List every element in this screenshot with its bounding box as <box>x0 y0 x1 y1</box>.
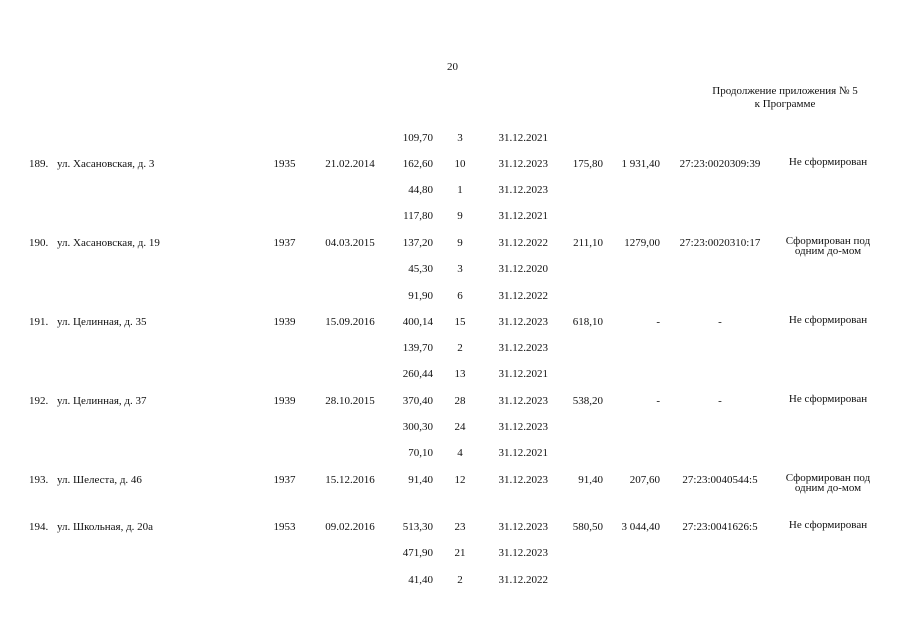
cell-survey-date: 28.10.2015 <box>325 395 375 407</box>
cell-row-number: 191. <box>29 316 49 328</box>
cell-area: 91,40 <box>408 474 433 486</box>
cell-resettlement-term: 31.12.2023 <box>498 395 548 407</box>
cell-cadastral-number: 27:23:0020310:17 <box>679 237 761 249</box>
cell-area: 117,80 <box>403 210 433 222</box>
cell-residents-count: 2 <box>457 342 463 354</box>
table-row <box>0 472 905 494</box>
cell-resettlement-term: 31.12.2023 <box>498 474 548 486</box>
table-row <box>0 132 905 146</box>
cell-land-status: Сформирован под одним до-мом <box>785 235 871 257</box>
table-row <box>0 290 905 304</box>
table-row <box>0 368 905 382</box>
cell-resettlement-term: 31.12.2022 <box>498 574 548 586</box>
table-row <box>0 158 905 172</box>
cell-residents-count: 21 <box>454 547 466 559</box>
cell-resettlement-term: 31.12.2022 <box>498 237 548 249</box>
cell-cadastral-number: - <box>718 316 722 328</box>
table-row <box>0 210 905 224</box>
cell-resettlement-term: 31.12.2023 <box>498 521 548 533</box>
cell-cadastral-number: 27:23:0040544:5 <box>682 474 758 486</box>
cell-address: ул. Шелеста, д. 46 <box>57 474 142 486</box>
cell-total-area: 580,50 <box>572 521 603 533</box>
cell-resettlement-term: 31.12.2021 <box>498 368 548 380</box>
cell-address: ул. Целинная, д. 37 <box>57 395 147 407</box>
cell-residents-count: 9 <box>457 237 463 249</box>
cell-total-area: 618,10 <box>572 316 603 328</box>
cell-area: 44,80 <box>408 184 433 196</box>
table-row <box>0 547 905 561</box>
table-row <box>0 342 905 356</box>
appendix-header <box>690 85 880 111</box>
cell-land-area: - <box>656 395 660 407</box>
cell-residents-count: 10 <box>454 158 466 170</box>
cell-land-area: 1279,00 <box>624 237 660 249</box>
cell-build-year: 1937 <box>273 474 296 486</box>
cell-build-year: 1935 <box>273 158 296 170</box>
table-row <box>0 421 905 435</box>
cell-address: ул. Школьная, д. 20а <box>57 521 154 533</box>
cell-land-status: Не сформирован <box>788 393 868 405</box>
cell-survey-date: 15.12.2016 <box>325 474 375 486</box>
cell-area: 260,44 <box>402 368 433 380</box>
table-row <box>0 521 905 535</box>
cell-area: 400,14 <box>402 316 433 328</box>
cell-row-number: 192. <box>29 395 49 407</box>
cell-address: ул. Хасановская, д. 3 <box>57 158 155 170</box>
cell-area: 139,70 <box>402 342 433 354</box>
cell-resettlement-term: 31.12.2023 <box>498 316 548 328</box>
cell-residents-count: 12 <box>454 474 466 486</box>
cell-resettlement-term: 31.12.2020 <box>498 263 548 275</box>
cell-residents-count: 2 <box>457 574 463 586</box>
cell-resettlement-term: 31.12.2022 <box>498 290 548 302</box>
table-row <box>0 263 905 277</box>
table-row <box>0 316 905 330</box>
cell-total-area: 91,40 <box>578 474 603 486</box>
cell-residents-count: 9 <box>457 210 463 222</box>
table-row <box>0 395 905 409</box>
cell-total-area: 175,80 <box>572 158 603 170</box>
cell-area: 91,90 <box>408 290 433 302</box>
cell-land-status: Не сформирован <box>788 156 868 168</box>
cell-area: 300,30 <box>402 421 433 433</box>
cell-survey-date: 09.02.2016 <box>325 521 375 533</box>
cell-area: 41,40 <box>408 574 433 586</box>
cell-land-status: Не сформирован <box>788 519 868 531</box>
cell-survey-date: 15.09.2016 <box>325 316 375 328</box>
cell-row-number: 189. <box>29 158 49 170</box>
cell-cadastral-number: - <box>718 395 722 407</box>
cell-survey-date: 21.02.2014 <box>325 158 375 170</box>
cell-build-year: 1939 <box>273 316 296 328</box>
cell-resettlement-term: 31.12.2023 <box>498 547 548 559</box>
cell-resettlement-term: 31.12.2021 <box>498 210 548 222</box>
cell-address: ул. Хасановская, д. 19 <box>57 237 160 249</box>
cell-residents-count: 3 <box>457 263 463 275</box>
cell-residents-count: 1 <box>457 184 463 196</box>
cell-residents-count: 4 <box>457 447 463 459</box>
cell-resettlement-term: 31.12.2021 <box>498 132 548 144</box>
cell-residents-count: 28 <box>454 395 466 407</box>
cell-build-year: 1953 <box>273 521 296 533</box>
table-row <box>0 447 905 461</box>
cell-area: 162,60 <box>402 158 433 170</box>
cell-area: 471,90 <box>402 547 433 559</box>
table-row <box>0 235 905 257</box>
cell-land-area: 207,60 <box>629 474 660 486</box>
cell-row-number: 190. <box>29 237 49 249</box>
cell-cadastral-number: 27:23:0041626:5 <box>682 521 758 533</box>
cell-area: 70,10 <box>408 447 433 459</box>
cell-residents-count: 15 <box>454 316 466 328</box>
cell-residents-count: 13 <box>454 368 466 380</box>
cell-resettlement-term: 31.12.2023 <box>498 421 548 433</box>
cell-land-area: - <box>656 316 660 328</box>
cell-residents-count: 23 <box>454 521 466 533</box>
cell-row-number: 193. <box>29 474 49 486</box>
cell-land-area: 1 931,40 <box>621 158 660 170</box>
cell-land-area: 3 044,40 <box>621 521 660 533</box>
table-row <box>0 184 905 198</box>
cell-residents-count: 24 <box>454 421 466 433</box>
cell-total-area: 538,20 <box>572 395 603 407</box>
table-row <box>0 574 905 588</box>
appendix-title: Продолжение приложения № 5 <box>712 85 858 97</box>
page-number: 20 <box>447 61 458 73</box>
cell-build-year: 1939 <box>273 395 296 407</box>
cell-resettlement-term: 31.12.2023 <box>498 184 548 196</box>
cell-address: ул. Целинная, д. 35 <box>57 316 147 328</box>
cell-residents-count: 6 <box>457 290 463 302</box>
cell-resettlement-term: 31.12.2023 <box>498 342 548 354</box>
cell-survey-date: 04.03.2015 <box>325 237 375 249</box>
cell-resettlement-term: 31.12.2021 <box>498 447 548 459</box>
cell-land-status: Сформирован под одним до-мом <box>785 472 871 494</box>
cell-area: 137,20 <box>402 237 433 249</box>
cell-residents-count: 3 <box>457 132 463 144</box>
cell-land-status: Не сформирован <box>788 314 868 326</box>
cell-build-year: 1937 <box>273 237 296 249</box>
cell-area: 513,30 <box>402 521 433 533</box>
cell-area: 370,40 <box>402 395 433 407</box>
cell-total-area: 211,10 <box>573 237 603 249</box>
cell-cadastral-number: 27:23:0020309:39 <box>679 158 761 170</box>
appendix-subtitle: к Программе <box>754 98 816 110</box>
cell-resettlement-term: 31.12.2023 <box>498 158 548 170</box>
cell-area: 109,70 <box>402 132 433 144</box>
cell-area: 45,30 <box>408 263 433 275</box>
cell-row-number: 194. <box>29 521 49 533</box>
